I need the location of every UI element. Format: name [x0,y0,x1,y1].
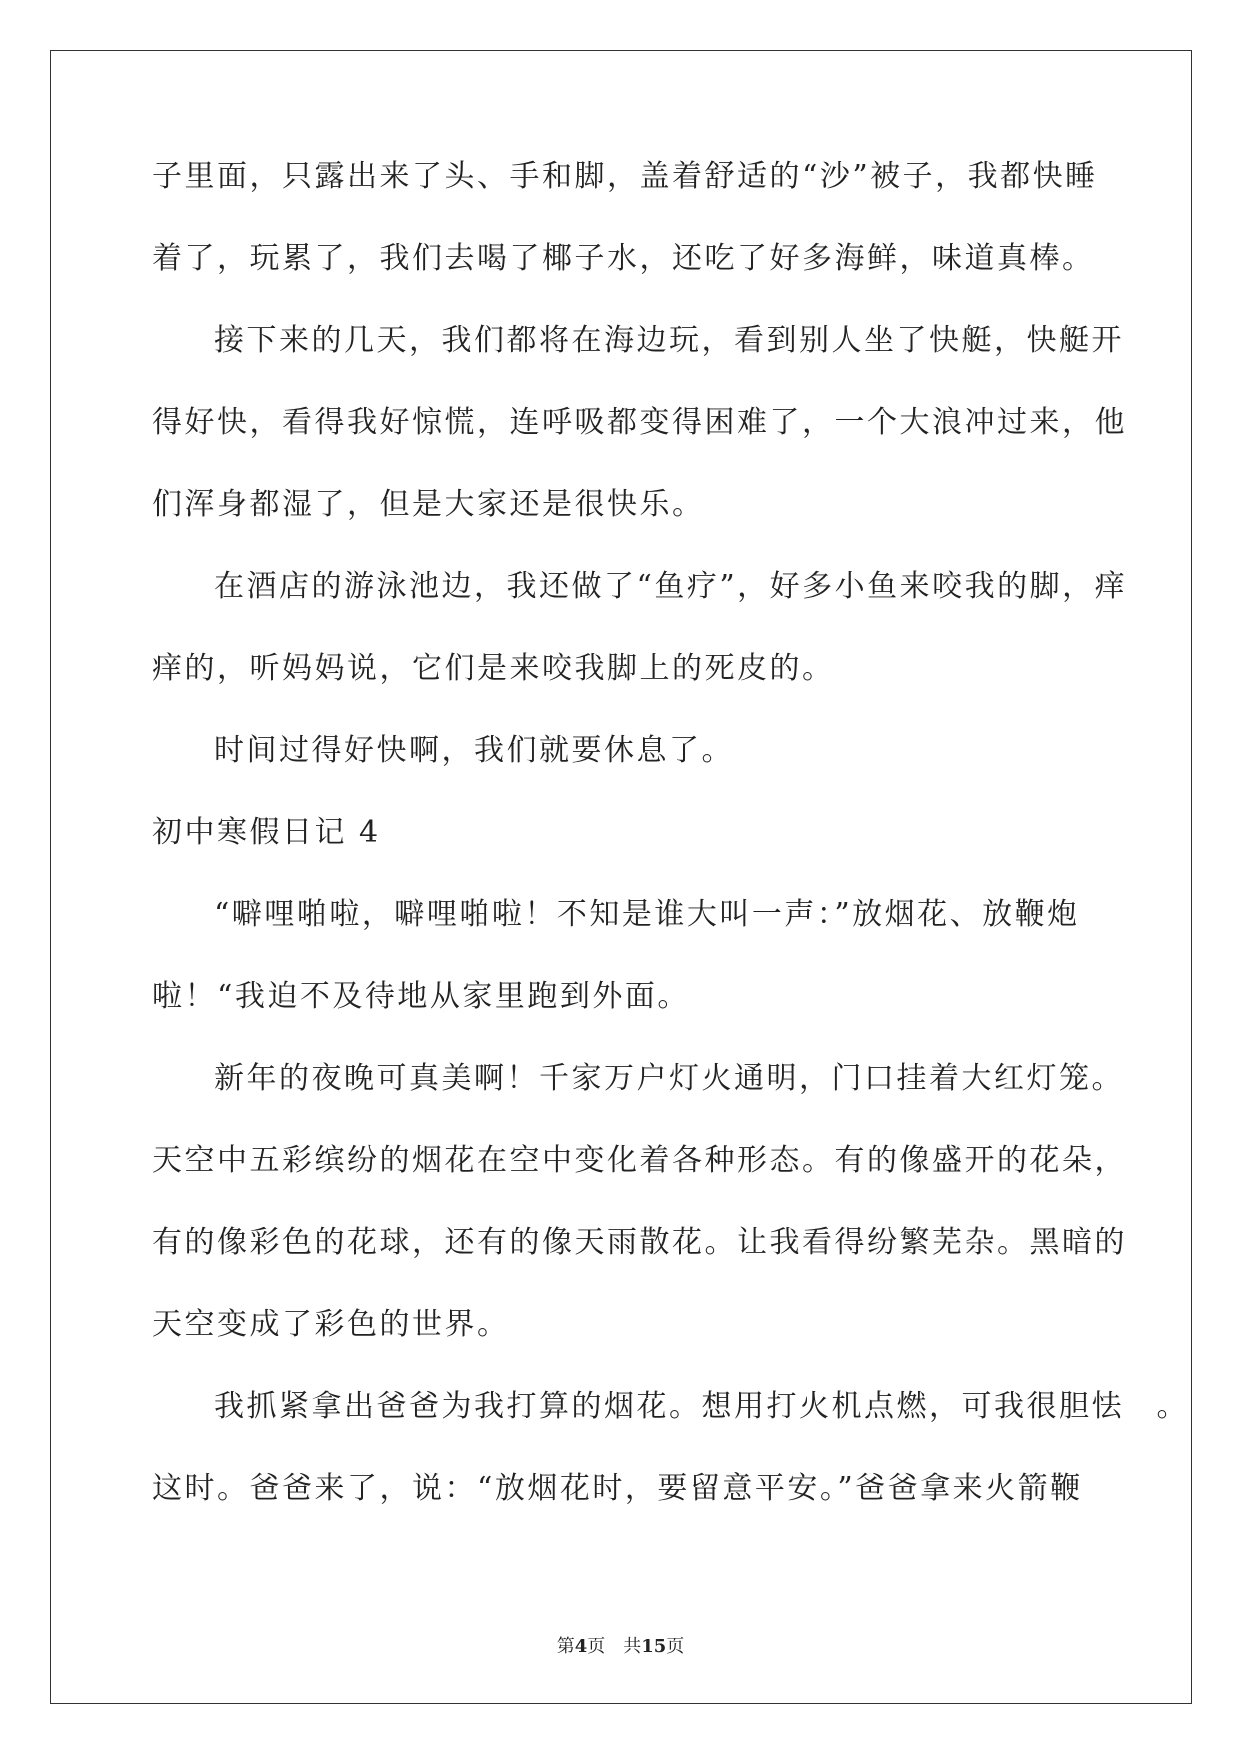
section-heading: 初中寒假日记 4 [152,815,381,850]
text-line: 我抓紧拿出爸爸为我打算的烟花。想用打火机点燃，可我很胆怯 。 [214,1389,1189,1424]
footer-mid: 页 共 [587,1636,642,1657]
text-line: “噼哩啪啦，噼哩啪啦！不知是谁大叫一声：”放烟花、放鞭炮 [214,897,1080,932]
text-line: 天空中五彩缤纷的烟花在空中变化着各种形态。有的像盛开的花朵， [152,1143,1127,1178]
footer-prefix: 第 [556,1636,575,1657]
text-line: 新年的夜晚可真美啊！千家万户灯火通明，门口挂着大红灯笼。 [214,1061,1124,1096]
text-line: 啦！“我迫不及待地从家里跑到外面。 [152,979,690,1014]
text-line: 着了，玩累了，我们去喝了椰子水，还吃了好多海鲜，味道真棒。 [152,241,1095,276]
footer-suffix: 页 [666,1636,685,1657]
text-line: 在酒店的游泳池边，我还做了“鱼疗”，好多小鱼来咬我的脚，痒 [214,569,1128,604]
current-page-number: 4 [574,1636,588,1657]
text-line: 们浑身都湿了，但是大家还是很快乐。 [152,487,705,522]
text-line: 有的像彩色的花球，还有的像天雨散花。让我看得纷繁芜杂。黑暗的 [152,1225,1127,1260]
page-footer [0,1632,1241,1658]
text-line: 得好快，看得我好惊慌，连呼吸都变得困难了，一个大浪冲过来，他 [152,405,1127,440]
text-line: 天空变成了彩色的世界。 [152,1307,510,1342]
document-body [152,159,1189,1554]
text-line: 痒的，听妈妈说，它们是来咬我脚上的死皮的。 [152,651,835,686]
text-line: 时间过得好快啊，我们就要休息了。 [214,733,734,768]
text-line: 接下来的几天，我们都将在海边玩，看到别人坐了快艇，快艇开 [214,323,1124,358]
text-line: 这时。爸爸来了，说：“放烟花时，要留意平安。”爸爸拿来火箭鞭 [152,1471,1083,1506]
total-page-number: 15 [641,1636,667,1657]
text-line: 子里面，只露出来了头、手和脚，盖着舒适的“沙”被子，我都快睡 [152,159,1098,194]
